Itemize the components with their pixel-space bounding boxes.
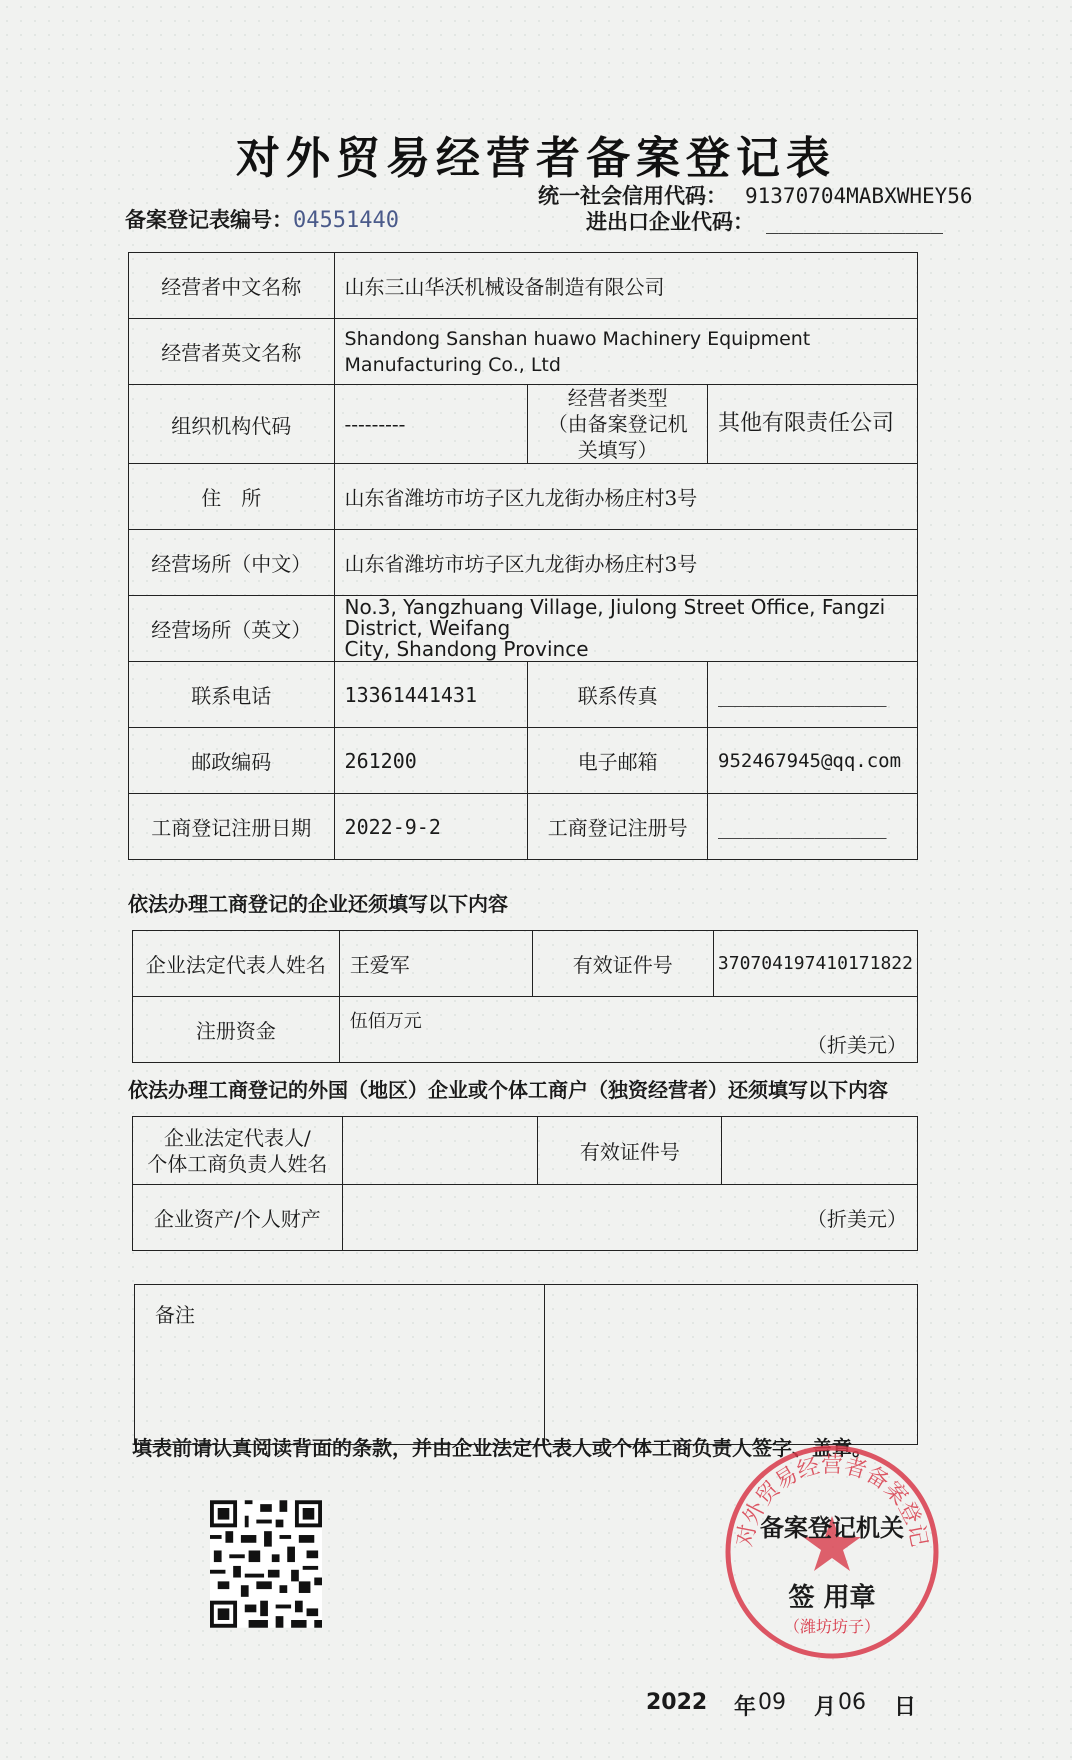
capital-label: 注册资金 — [133, 997, 340, 1063]
main-table — [128, 252, 918, 860]
id-value: 370704197410171822 — [713, 931, 917, 997]
credit-code-label: 统一社会信用代码： — [538, 184, 727, 208]
cn-name-label: 经营者中文名称 — [129, 253, 335, 319]
org-code-label: 组织机构代码 — [129, 385, 335, 464]
section1-heading: 依法办理工商登记的企业还须填写以下内容 — [128, 892, 508, 916]
rep2-label-line-1: 企业法定代表人/ — [164, 1125, 311, 1150]
address-value: 山东省潍坊市坊子区九龙街办杨庄村3号 — [334, 464, 917, 530]
place-en-line-1: No.3, Yangzhuang Village, Jiulong Street Office, Fangzi District, Weifang — [344, 595, 886, 640]
id2-label: 有效证件号 — [538, 1117, 722, 1185]
date-day: 06 — [838, 1690, 866, 1715]
reg-date-value: 2022-9-2 — [334, 794, 528, 860]
reg-no-line — [125, 204, 399, 234]
email-value: 952467945@qq.com — [708, 728, 918, 794]
phone-label: 联系电话 — [129, 662, 335, 728]
fax-label: 联系传真 — [528, 662, 708, 728]
rep2-label — [133, 1117, 343, 1185]
assets-value — [342, 1185, 917, 1251]
remarks-table — [134, 1284, 918, 1445]
id-label: 有效证件号 — [532, 931, 713, 997]
reg-no-label: 备案登记表编号： — [125, 208, 293, 232]
rep2-label-line-2: 个体工商负责人姓名 — [147, 1151, 328, 1176]
rep2-value — [342, 1117, 538, 1185]
date-year-label: 年 — [734, 1695, 757, 1720]
date-month-label: 月 — [814, 1695, 837, 1720]
date-month: 09 — [758, 1690, 786, 1715]
type-label-line-1: 经营者类型 — [567, 386, 668, 410]
reg-date-label: 工商登记注册日期 — [129, 794, 335, 860]
postcode-label: 邮政编码 — [129, 728, 335, 794]
seal-place-text: （潍坊坊子） — [783, 1617, 881, 1636]
reg-num-label: 工商登记注册号 — [528, 794, 708, 860]
place-en-value — [334, 596, 917, 662]
page-title: 对外贸易经营者备案登记表 — [236, 133, 836, 184]
capital-usd: （折美元） — [807, 1033, 907, 1057]
place-en-label: 经营场所（英文） — [129, 596, 335, 662]
reg-no-value: 04551440 — [293, 208, 399, 233]
remarks-right-cell — [544, 1285, 918, 1445]
place-en-line-2: City, Shandong Province — [344, 637, 589, 661]
credit-code-value: 91370704MABXWHEY56 — [745, 184, 973, 208]
assets-label: 企业资产/个人财产 — [133, 1185, 343, 1251]
rep-name-value: 王爱军 — [339, 931, 532, 997]
remarks-label: 备注 — [155, 1303, 195, 1327]
section1-table — [132, 930, 918, 1063]
section2-table — [132, 1116, 918, 1251]
en-name-label: 经营者英文名称 — [129, 319, 335, 385]
type-label-line-2: （由备案登记机关填写） — [547, 412, 688, 462]
en-name-line-2: Manufacturing Co., Ltd — [344, 353, 561, 376]
capital-amount: 伍佰万元 — [349, 1011, 422, 1032]
seal-bottom-text: 签 用章 — [788, 1583, 876, 1613]
type-label — [528, 385, 708, 464]
phone-value: 13361441431 — [334, 662, 528, 728]
type-value: 其他有限责任公司 — [708, 385, 918, 464]
cn-name-value: 山东三山华沃机械设备制造有限公司 — [334, 253, 917, 319]
ie-code-value: ______________ — [766, 210, 944, 234]
place-cn-label: 经营场所（中文） — [129, 530, 335, 596]
rep-name-label: 企业法定代表人姓名 — [133, 931, 340, 997]
ie-code-label: 进出口企业代码： — [586, 210, 754, 234]
ie-code-line — [586, 206, 943, 236]
place-cn-value: 山东省潍坊市坊子区九龙街办杨庄村3号 — [334, 530, 917, 596]
assets-usd: （折美元） — [807, 1207, 907, 1231]
seal-center-text: 备案登记机关 — [760, 1514, 904, 1542]
date-year: 2022 — [646, 1690, 708, 1715]
seal-arc-text: 对外贸易经营者备案登记 — [732, 1453, 932, 1549]
id2-value — [722, 1117, 918, 1185]
remarks-cell — [135, 1285, 545, 1445]
capital-value — [339, 997, 917, 1063]
reg-num-value: ______________ — [708, 794, 918, 860]
seal-stamp — [720, 1440, 944, 1664]
en-name-line-1: Shandong Sanshan huawo Machinery Equipment — [344, 327, 811, 350]
postcode-value: 261200 — [334, 728, 528, 794]
footer-note: 填表前请认真阅读背面的条款，并由企业法定代表人或个体工商负责人签字、盖章。 — [132, 1436, 872, 1460]
address-label: 住 所 — [129, 464, 335, 530]
org-code-value: --------- — [334, 385, 528, 464]
fax-value: ______________ — [708, 662, 918, 728]
email-label: 电子邮箱 — [528, 728, 708, 794]
date-day-label: 日 — [894, 1695, 917, 1720]
qr-code-icon — [210, 1500, 322, 1628]
en-name-value — [334, 319, 917, 385]
section2-heading: 依法办理工商登记的外国（地区）企业或个体工商户（独资经营者）还须填写以下内容 — [128, 1078, 888, 1102]
